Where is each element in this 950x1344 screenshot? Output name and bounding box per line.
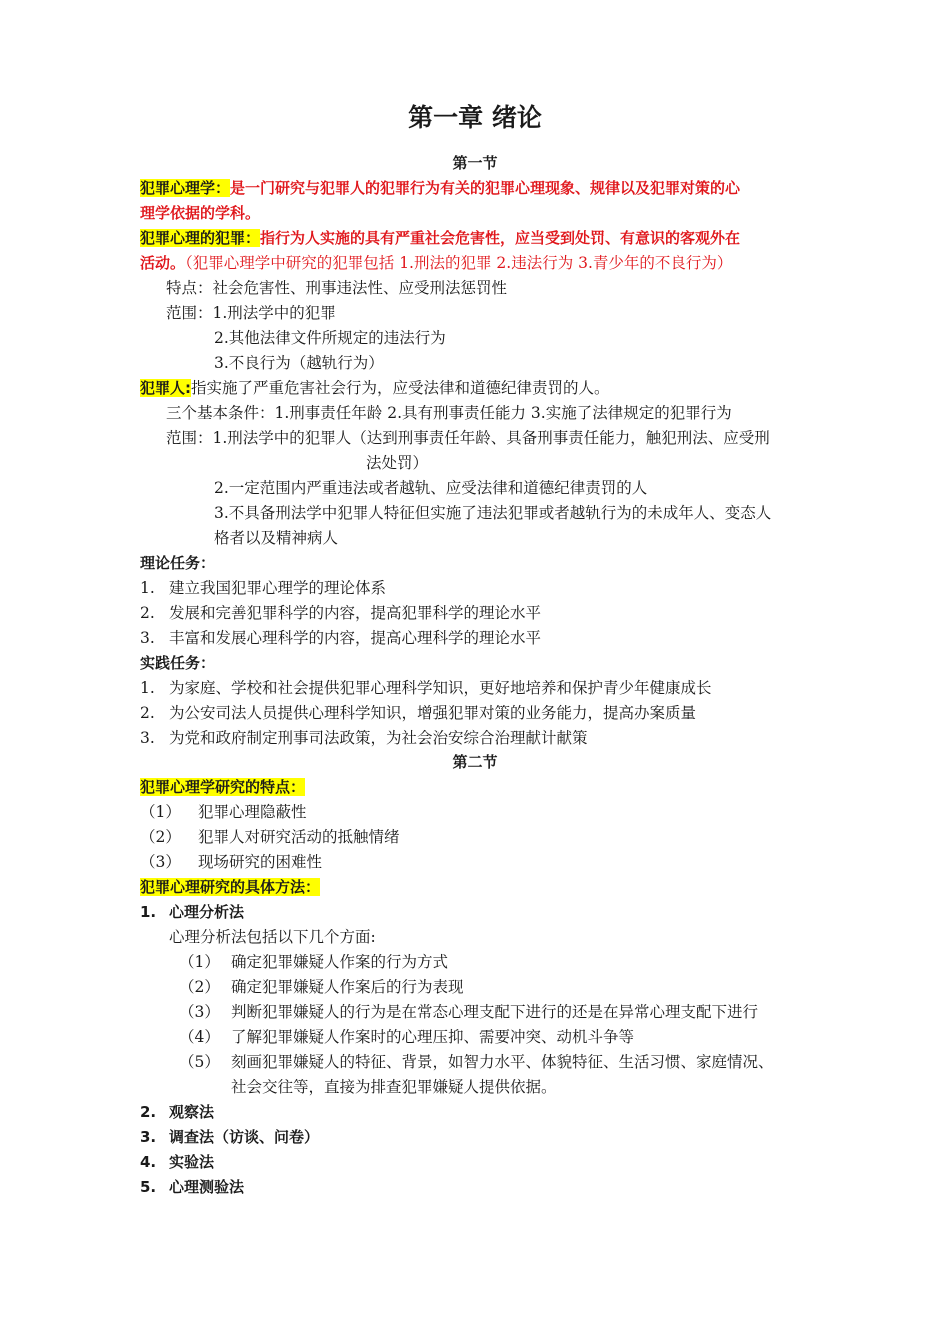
list-item: 1. 为家庭、学校和社会提供犯罪心理科学知识，更好地培养和保护青少年健康成长 xyxy=(140,679,712,697)
method-item: 3. 调查法（访谈、问卷） xyxy=(140,1128,320,1146)
research-methods-heading: 犯罪心理研究的具体方法： xyxy=(140,878,321,896)
list-item: （1） 犯罪心理隐蔽性 xyxy=(140,803,307,821)
scope-item-continued: 格者以及精神病人 xyxy=(214,529,339,547)
definition-criminal xyxy=(140,376,610,401)
definition-criminal-psychology xyxy=(140,176,740,201)
list-item: 3. 为党和政府制定刑事司法政策，为社会治安综合治理献计献策 xyxy=(140,729,588,747)
list-item: 1. 建立我国犯罪心理学的理论体系 xyxy=(140,579,387,597)
method-intro: 心理分析法包括以下几个方面: xyxy=(169,928,376,946)
sub-item: （4） 了解犯罪嫌疑人作案时的心理压抑、需要冲突、动机斗争等 xyxy=(179,1028,635,1046)
sub-item: （2） 确定犯罪嫌疑人作案后的行为表现 xyxy=(179,978,464,996)
criminal-conditions: 三个基本条件：1.刑事责任年龄 2.具有刑事责任能力 3.实施了法律规定的犯罪行为 xyxy=(166,404,732,422)
term-definition: 是一门研究与犯罪人的犯罪行为有关的犯罪心理现象、规律以及犯罪对策的心 xyxy=(230,179,741,197)
list-item: 2. 为公安司法人员提供心理科学知识，增强犯罪对策的业务能力，提高办案质量 xyxy=(140,704,697,722)
crime-features: 特点：社会危害性、刑事违法性、应受刑法惩罚性 xyxy=(166,279,508,297)
practice-tasks-heading: 实践任务： xyxy=(140,654,216,672)
scope-item-continued: 法处罚） xyxy=(366,454,429,472)
sub-item: （5） 刻画犯罪嫌疑人的特征、背景，如智力水平、体貌特征、生活习惯、家庭情况、 xyxy=(179,1053,774,1071)
section-2-heading: 第二节 xyxy=(452,753,498,771)
method-item: 4. 实验法 xyxy=(140,1153,215,1171)
scope-label: 范围： xyxy=(166,429,213,447)
scope-item: 3.不具备刑法学中犯罪人特征但实施了违法犯罪或者越轨行为的未成年人、变态人 xyxy=(214,504,772,522)
list-item: （3） 现场研究的困难性 xyxy=(140,853,323,871)
list-item: （2） 犯罪人对研究活动的抵触情绪 xyxy=(140,828,400,846)
term-definition-continued: 理学依据的学科。 xyxy=(140,204,261,222)
method-item: 2. 观察法 xyxy=(140,1103,215,1121)
sub-item: （1） 确定犯罪嫌疑人作案的行为方式 xyxy=(179,953,449,971)
term-label: 犯罪心理的犯罪： xyxy=(140,229,261,247)
method-item: 5. 心理测验法 xyxy=(140,1178,245,1196)
term-definition: 指行为人实施的具有严重社会危害性，应当受到处罚、有意识的客观外在 xyxy=(260,229,741,247)
term-label: 犯罪心理学： xyxy=(140,179,231,197)
term-label: 犯罪人: xyxy=(140,379,191,397)
definition-crime-continued xyxy=(140,251,732,276)
method-item: 1. 心理分析法 xyxy=(140,903,245,921)
scope-item: 2.其他法律文件所规定的违法行为 xyxy=(214,329,446,347)
research-features-heading: 犯罪心理学研究的特点： xyxy=(140,778,306,796)
criminal-scope xyxy=(166,426,770,451)
list-item: 3. 丰富和发展心理科学的内容，提高心理科学的理论水平 xyxy=(140,629,542,647)
section-1-heading: 第一节 xyxy=(452,154,498,172)
term-definition: 指实施了严重危害社会行为，应受法律和道德纪律责罚的人。 xyxy=(191,379,610,397)
list-item: 2. 发展和完善犯罪科学的内容，提高犯罪科学的理论水平 xyxy=(140,604,542,622)
term-definition-end: 活动。 xyxy=(140,254,186,272)
chapter-title: 第一章 绪论 xyxy=(408,103,542,132)
theory-tasks-heading: 理论任务： xyxy=(140,554,216,572)
scope-label: 范围： xyxy=(166,304,213,322)
sub-item-continued: 社会交往等，直接为排查犯罪嫌疑人提供依据。 xyxy=(231,1078,557,1096)
definition-crime xyxy=(140,226,740,251)
term-note: （犯罪心理学中研究的犯罪包括 1.刑法的犯罪 2.违法行为 3.青少年的不良行为） xyxy=(185,254,733,272)
scope-item: 1.刑法学中的犯罪人（达到刑事责任年龄、具备刑事责任能力，触犯刑法、应受刑 xyxy=(212,429,770,447)
sub-item: （3） 判断犯罪嫌疑人的行为是在常态心理支配下进行的还是在异常心理支配下进行 xyxy=(179,1003,759,1021)
scope-item: 2.一定范围内严重违法或者越轨、应受法律和道德纪律责罚的人 xyxy=(214,479,648,497)
crime-scope xyxy=(166,301,336,326)
scope-item: 1.刑法学中的犯罪 xyxy=(212,304,336,322)
scope-item: 3.不良行为（越轨行为） xyxy=(214,354,384,372)
